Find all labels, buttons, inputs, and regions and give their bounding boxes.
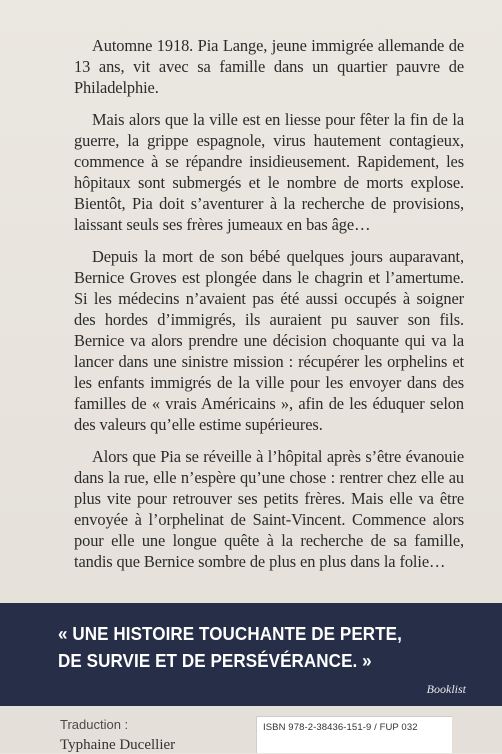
review-source: Booklist [426, 682, 466, 696]
synopsis-paragraph-2: Mais alors que la ville est en liesse pour fêter la fin de la guerre, la grippe espagnole, virus hautement contagieux, commence à se répandre insidieusement. Rapidement, les hôpitaux sont submergés et le nombre de morts explose. Bientôt, Pia doit s’aventurer à la recherche de provisions, laissant seuls ses frères jumeaux en bas âge… [74, 110, 464, 234]
translator-name: Typhaine Ducellier [60, 737, 176, 753]
review-quote-line-2: DE SURVIE ET DE PERSÉVÉRANCE. » [58, 650, 372, 671]
synopsis [74, 35, 464, 583]
synopsis-paragraph-3: Depuis la mort de son bébé quelques jours auparavant, Bernice Groves est plongée dans le chagrin et l’amertume. Si les médecins n’avaient pas été aussi occupés à soigner des hordes d’immigrés, ils auraient pu sauver son fils. Bernice va alors prendre une décision choquante qui va la lancer dans une sinistre mission : récupérer les orphelins et les enfants immigrés de la ville pour les envoyer dans des familles de « vrais Américains », afin de les éduquer selon des valeurs qu’elle estime supérieures. [74, 247, 464, 434]
review-banner [0, 603, 502, 706]
synopsis-paragraph-1: Automne 1918. Pia Lange, jeune immigrée allemande de 13 ans, vit avec sa famille dans un quartier pauvre de Philadelphie. [74, 36, 464, 97]
review-quote [58, 620, 444, 674]
review-quote-line-1: « UNE HISTOIRE TOUCHANTE DE PERTE, [58, 623, 402, 644]
synopsis-paragraph-4: Alors que Pia se réveille à l’hôpital après s’être évanouie dans la rue, elle n’espère qu’une chose : rentrer chez elle au plus vite pour retrouver ses petits frères. Mais elle va être envoyée à l’orphelinat de Saint-Vincent. Commence alors pour elle une longue quête à la recherche de sa famille, tandis que Bernice sombre de plus en plus dans la folie… [74, 447, 464, 571]
barcode-area [256, 716, 452, 753]
translation-label: Traduction : [60, 717, 129, 732]
credits [60, 717, 175, 754]
isbn-text: ISBN 978-2-38436-151-9 / FUP 032 [263, 722, 418, 733]
